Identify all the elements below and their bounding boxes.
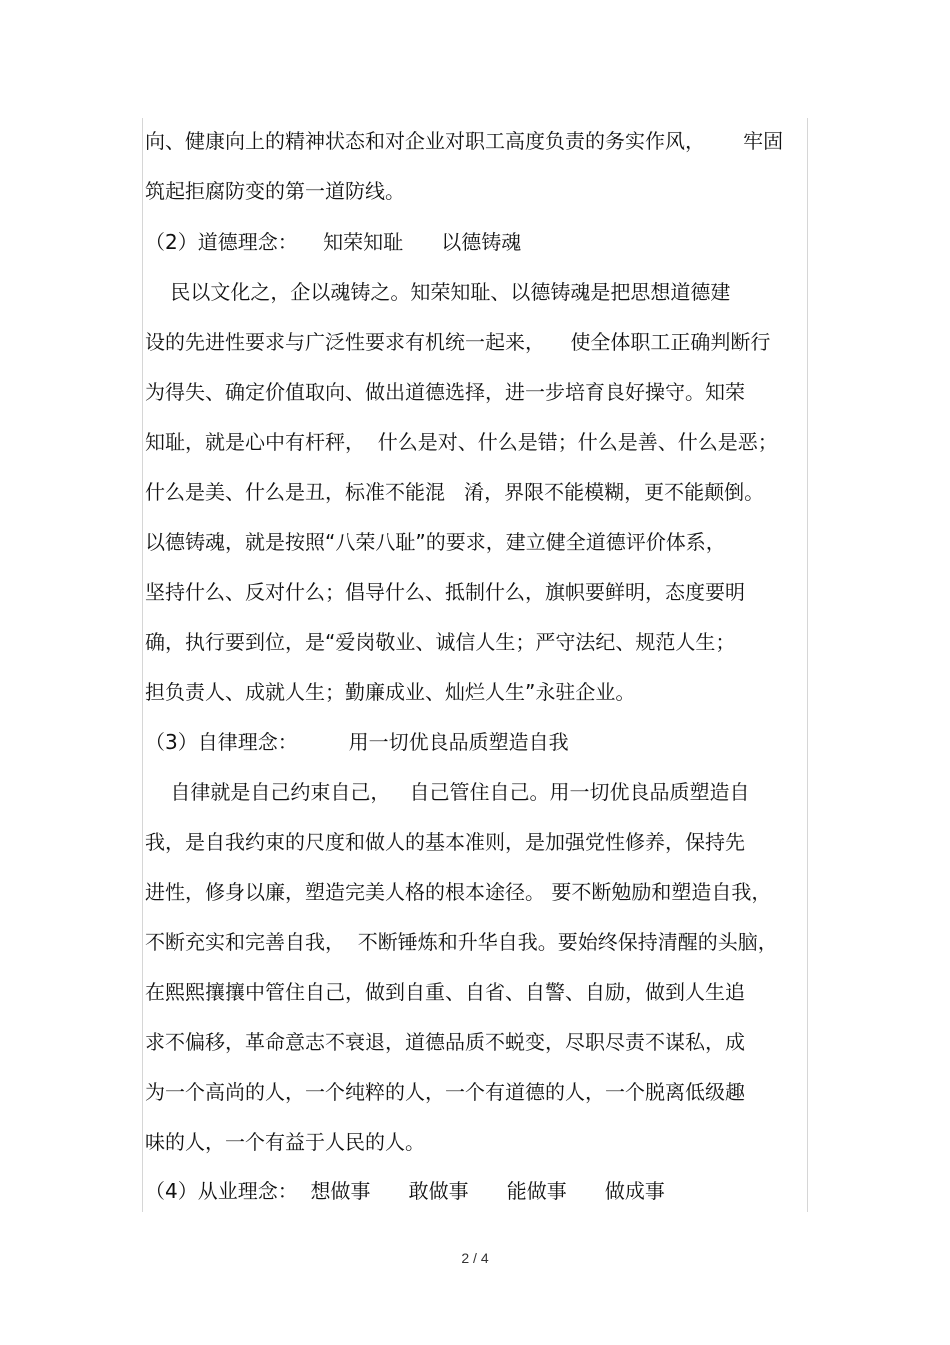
text-line: 为得失、确定价值取向、做出道德选择，进一步培育良好操守。知荣 bbox=[145, 380, 745, 404]
text-line: 筑起拒腐防变的第一道防线。 bbox=[145, 179, 405, 203]
page-border-right bbox=[807, 118, 808, 1212]
text-line: 味的人，一个有益于人民的人。 bbox=[145, 1130, 425, 1154]
text-line: 求不偏移，革命意志不衰退，道德品质不蜕变，尽职尽责不谋私，成 bbox=[145, 1030, 745, 1054]
section-heading-work: （4）从业理念： 想做事 敢做事 能做事 做成事 bbox=[145, 1179, 665, 1203]
text-line: 我，是自我约束的尺度和做人的基本准则，是加强党性修养，保持先 bbox=[145, 830, 745, 854]
text-line: 不断充实和完善自我， 不断锤炼和升华自我。要始终保持清醒的头脑， bbox=[145, 930, 778, 954]
text-line: 确，执行要到位，是“爱岗敬业、诚信人生；严守法纪、规范人生； bbox=[145, 630, 736, 654]
page-border-left bbox=[142, 118, 143, 1212]
text-line: 自律就是自己约束自己， 自己管住自己。用一切优良品质塑造自 bbox=[145, 780, 750, 804]
text-line: 向、健康向上的精神状态和对企业对职工高度负责的务实作风， 牢固 bbox=[145, 129, 784, 153]
text-line: 为一个高尚的人，一个纯粹的人，一个有道德的人，一个脱离低级趣 bbox=[145, 1080, 745, 1104]
text-line: 在熙熙攘攘中管住自己，做到自重、自省、自警、自励，做到人生追 bbox=[145, 980, 745, 1004]
text-line: 民以文化之，企以魂铸之。知荣知耻、以德铸魂是把思想道德建 bbox=[145, 280, 731, 304]
text-line: 担负责人、成就人生；勤廉成业、灿烂人生”永驻企业。 bbox=[145, 680, 636, 704]
text-line: 坚持什么、反对什么；倡导什么、抵制什么，旗帜要鲜明，态度要明 bbox=[145, 580, 745, 604]
text-line: 设的先进性要求与广泛性要求有机统一起来， 使全体职工正确判断行 bbox=[145, 330, 771, 354]
text-line: 以德铸魂，就是按照“八荣八耻”的要求，建立健全道德评价体系， bbox=[145, 530, 726, 554]
section-heading-morality: （2）道德理念： 知荣知耻 以德铸魂 bbox=[145, 230, 522, 254]
text-line: 什么是美、什么是丑，标准不能混 淆，界限不能模糊，更不能颠倒。 bbox=[145, 480, 765, 504]
section-heading-self-discipline: （3）自律理念： 用一切优良品质塑造自我 bbox=[145, 730, 569, 754]
text-line: 进性，修身以廉，塑造完美人格的根本途径。 要不断勉励和塑造自我， bbox=[145, 880, 772, 904]
page-number: 2 / 4 bbox=[461, 1250, 489, 1266]
text-line: 知耻，就是心中有杆秤， 什么是对、什么是错；什么是善、什么是恶； bbox=[145, 430, 778, 454]
